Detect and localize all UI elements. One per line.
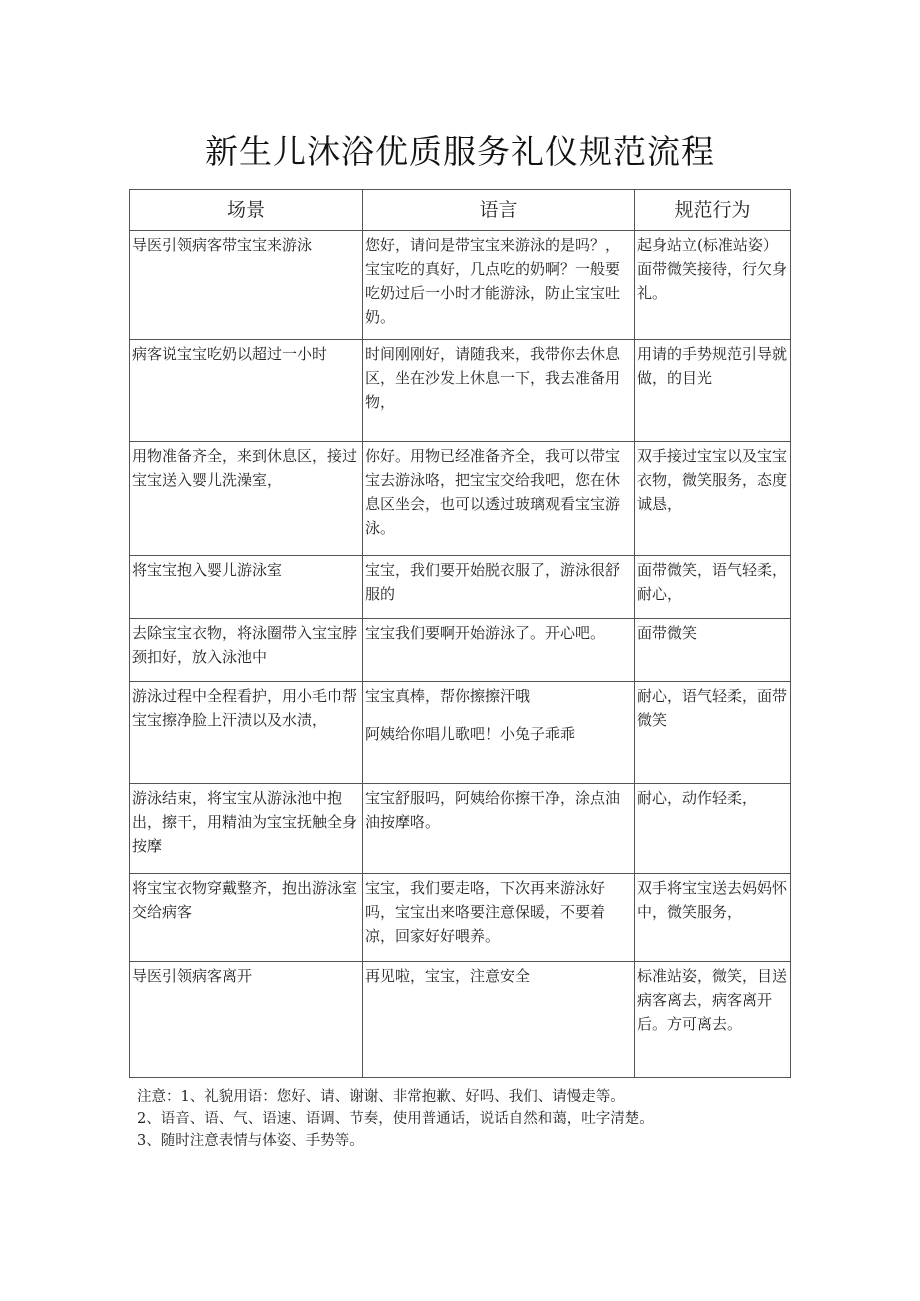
table-header-row	[130, 190, 791, 231]
table-row	[130, 682, 791, 784]
table-row	[130, 962, 791, 1078]
speech-cell	[363, 682, 635, 784]
note-line: 3、随时注意表情与体姿、手势等。	[137, 1133, 364, 1149]
behavior-cell: 起身站立(标准站姿）面带微笑接待，行欠身礼。	[635, 231, 791, 340]
behavior-cell: 面带微笑	[635, 619, 791, 682]
document-title: 新生儿沐浴优质服务礼仪规范流程	[205, 132, 715, 171]
speech-cell	[363, 962, 635, 1078]
scene-cell: 将宝宝抱入婴儿游泳室	[130, 556, 363, 619]
speech-line: 您好，请问是带宝宝来游泳的是吗？，宝宝吃的真好，几点吃的奶啊？一般要吃奶过后一小时才能游泳，防止宝宝吐奶。	[365, 236, 621, 326]
behavior-cell: 面带微笑，语气轻柔，耐心，	[635, 556, 791, 619]
behavior-cell: 用请的手势规范引导就做，的目光	[635, 340, 791, 442]
header-speech: 语言	[363, 190, 635, 231]
note-line: 注意：1、礼貌用语：您好、请、谢谢、非常抱歉、好吗、我们、请慢走等。	[137, 1089, 625, 1105]
speech-cell	[363, 556, 635, 619]
speech-cell	[363, 874, 635, 962]
table-row	[130, 784, 791, 874]
header-scene: 场景	[130, 190, 363, 231]
scene-cell: 导医引领病客离开	[130, 962, 363, 1078]
behavior-cell: 耐心，语气轻柔，面带微笑	[635, 682, 791, 784]
table-row	[130, 231, 791, 340]
table-row	[130, 442, 791, 556]
scene-cell: 病客说宝宝吃奶以超过一小时	[130, 340, 363, 442]
notes-section	[137, 1086, 817, 1152]
speech-cell	[363, 442, 635, 556]
speech-cell	[363, 784, 635, 874]
behavior-cell: 耐心，动作轻柔，	[635, 784, 791, 874]
speech-cell	[363, 231, 635, 340]
behavior-cell: 双手接过宝宝以及宝宝衣物，微笑服务，态度诚恳，	[635, 442, 791, 556]
table-row	[130, 340, 791, 442]
speech-line: 宝宝，我们要走咯，下次再来游泳好吗，宝宝出来咯要注意保暖，不要着凉，回家好好喂养。	[365, 879, 606, 945]
scene-cell: 游泳过程中全程看护，用小毛巾帮宝宝擦净脸上汗渍以及水渍，	[130, 682, 363, 784]
speech-line: 宝宝舒服吗，阿姨给你擦干净，涂点油油按摩咯。	[365, 789, 621, 831]
table-row	[130, 556, 791, 619]
speech-cell	[363, 619, 635, 682]
etiquette-table	[129, 189, 791, 1078]
behavior-cell: 标准站姿，微笑，目送病客离去，病客离开后。方可离去。	[635, 962, 791, 1078]
header-behavior: 规范行为	[635, 190, 791, 231]
table-row	[130, 874, 791, 962]
speech-line: 再见啦，宝宝，注意安全	[365, 967, 531, 985]
scene-cell: 游泳结束，将宝宝从游泳池中抱出，擦干，用精油为宝宝抚触全身按摩	[130, 784, 363, 874]
speech-line: 你好。用物已经准备齐全，我可以带宝宝去游泳咯，把宝宝交给我吧，您在休息区坐会，也可以透过玻璃观看宝宝游泳。	[365, 447, 621, 537]
table-row	[130, 619, 791, 682]
behavior-cell: 双手将宝宝送去妈妈怀中，微笑服务，	[635, 874, 791, 962]
speech-cell	[363, 340, 635, 442]
speech-line: 宝宝我们要啊开始游泳了。开心吧。	[365, 624, 606, 642]
speech-line: 时间刚刚好，请随我来，我带你去休息区，坐在沙发上休息一下，我去准备用物，	[365, 345, 621, 411]
speech-line: 阿姨给你唱儿歌吧！小兔子乖乖	[365, 725, 576, 743]
scene-cell: 导医引领病客带宝宝来游泳	[130, 231, 363, 340]
note-line: 2、语音、语、气、语速、语调、节奏，使用普通话，说话自然和蔼，吐字清楚。	[137, 1111, 654, 1127]
scene-cell: 去除宝宝衣物，将泳圈带入宝宝脖颈扣好，放入泳池中	[130, 619, 363, 682]
scene-cell: 用物准备齐全，来到休息区，接过宝宝送入婴儿洗澡室，	[130, 442, 363, 556]
scene-cell: 将宝宝衣物穿戴整齐，抱出游泳室交给病客	[130, 874, 363, 962]
speech-line: 宝宝，我们要开始脱衣服了，游泳很舒服的	[365, 561, 621, 603]
speech-line: 宝宝真棒，帮你擦擦汗哦	[365, 687, 531, 705]
